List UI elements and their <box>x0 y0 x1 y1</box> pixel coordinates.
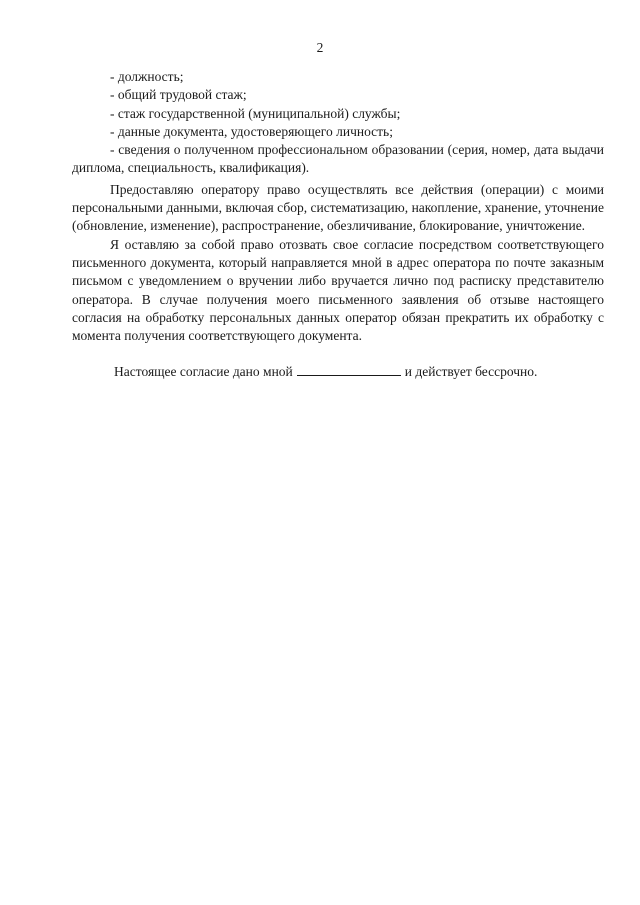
list-item-position: - должность; <box>110 69 184 84</box>
page-number: 2 <box>316 40 324 55</box>
list-item-identity-document: - данные документа, удостоверяющего личность; <box>110 123 393 139</box>
closing-statement <box>72 363 604 381</box>
paragraph-consent-withdrawal: Я оставляю за собой право отозвать свое согласие посредством соответствующего письменного документа, который направляется мной в адрес оператора по почте заказным письмом с уведомлением о вручении либо вручается лично под расписку представителю оператора. В случае получения моего письменного заявления об отзыве настоящего согласия на обработку персональных данных оператор обязан прекратить их обработку с момента получения соответствующего документа. <box>72 236 604 344</box>
document-body <box>72 68 604 382</box>
closing-text-end: и действует бессрочно. <box>404 364 538 380</box>
list-item-education: - сведения о полученном профессиональном образовании (серия, номер, дата выдачи диплома, специальность, квалификация). <box>72 142 604 176</box>
paragraph-operator-rights: Предоставляю оператору право осуществлять все действия (операции) с моими персональными данными, включая сбор, систематизацию, накопление, хранение, уточнение (обновление, изменение), распространение, обезличивание, блокирование, уничтожение. <box>72 181 604 234</box>
list-item-civil-service-experience: - стаж государственной (муниципальной) службы; <box>110 105 401 121</box>
closing-text-start: Настоящее согласие дано мной <box>114 364 293 380</box>
signature-blank-line <box>297 364 401 376</box>
list-item-work-experience: - общий трудовой стаж; <box>110 87 247 103</box>
